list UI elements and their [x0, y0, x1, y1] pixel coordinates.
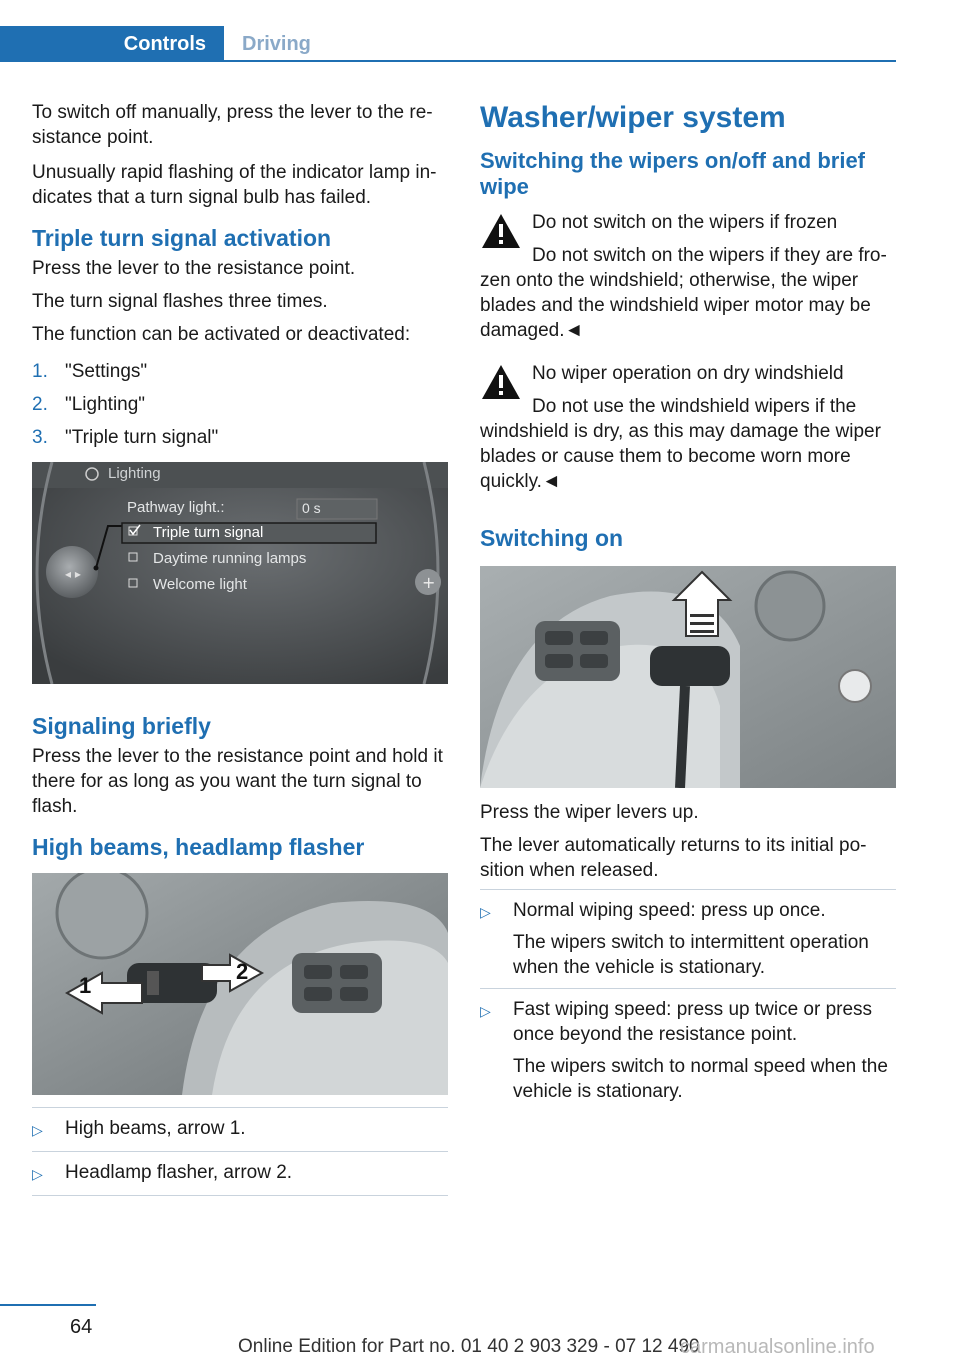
- header-divider: [224, 60, 896, 62]
- screen-title: Lighting: [108, 465, 161, 482]
- paragraph-triple-3: The function can be activated or deactivated:: [32, 324, 411, 345]
- warning-triangle-icon: [480, 363, 522, 401]
- bullet-triangle-icon: ▷: [32, 1166, 43, 1182]
- warning-triangle-icon: [480, 212, 522, 250]
- list-item: [32, 359, 448, 384]
- heading-high-beams: High beams, headlamp flasher: [32, 834, 365, 860]
- list-item-text: Normal wiping speed: press up once.: [513, 900, 826, 921]
- step-number: 2.: [32, 394, 48, 415]
- right-column: [480, 100, 896, 1112]
- step-text: "Settings": [65, 361, 148, 382]
- svg-text:+: +: [422, 573, 436, 592]
- tab-controls[interactable]: [0, 26, 224, 62]
- heading-washer-wiper: Washer/wiper system: [480, 101, 786, 134]
- left-column: [32, 100, 448, 1196]
- steps-list: [32, 359, 448, 450]
- high-beams-figure: [32, 873, 448, 1095]
- high-beams-list: [32, 1107, 448, 1196]
- page-number: 64: [70, 1316, 93, 1338]
- warning-frozen-text: Do not switch on the wipers if they are fro-: [532, 245, 887, 266]
- screen-option-triple: Triple turn signal: [153, 524, 264, 541]
- list-item: [32, 1152, 448, 1196]
- tab-controls-label: Controls: [123, 32, 206, 55]
- wiping-speed-list: [480, 889, 896, 1112]
- tab-driving-label: Driving: [242, 32, 311, 55]
- edition-text: Online Edition for Part no. 01 40 2 903 329 - 07 12 490: [238, 1336, 700, 1357]
- bullet-triangle-icon: ▷: [480, 1003, 491, 1019]
- warning-dry: [480, 361, 896, 419]
- paragraph-triple-1: Press the lever to the resistance point.: [32, 258, 356, 279]
- heading-triple-turn-signal: Triple turn signal activation: [32, 225, 332, 251]
- list-item: [480, 890, 896, 989]
- lighting-menu-figure: [32, 462, 448, 684]
- list-item: [32, 1108, 448, 1152]
- warning-frozen-title: Do not switch on the wipers if frozen: [532, 212, 838, 233]
- list-item: [480, 989, 896, 1112]
- paragraph-press-up: Press the wiper levers up.: [480, 802, 699, 823]
- subheading-wipers-on-off: Switching the wipers on/off and brief wipe: [480, 148, 866, 199]
- arrow-1-label: 1: [79, 973, 92, 998]
- step-text: "Triple turn signal": [65, 427, 219, 448]
- warning-frozen: [480, 210, 896, 268]
- warning-dry-text-cont: windshield is dry, as this may damage the wiper blades or cause them to become worn more quickly.◄: [480, 421, 881, 492]
- list-item-subtext: The wipers switch to normal speed when the vehicle is stationary.: [513, 1056, 888, 1102]
- list-item-text: Headlamp flasher, arrow 2.: [65, 1162, 293, 1183]
- paragraph-signaling: Press the lever to the resistance point and hold it there for as long as you want the turn signal to flash.: [32, 746, 443, 817]
- step-number: 3.: [32, 427, 48, 448]
- tab-driving[interactable]: [224, 26, 311, 62]
- list-item-text: High beams, arrow 1.: [65, 1118, 246, 1139]
- watermark: carmanualsonline.info: [680, 1336, 875, 1358]
- warning-dry-text: Do not use the windshield wipers if the: [532, 396, 857, 417]
- step-number: 1.: [32, 361, 48, 382]
- bullet-triangle-icon: ▷: [480, 904, 491, 920]
- footer-divider: [0, 1304, 96, 1306]
- svg-text:◂ ▸: ◂ ▸: [65, 567, 81, 581]
- screen-option-welcome: Welcome light: [153, 576, 247, 593]
- screen-pathway-label: Pathway light.:: [127, 499, 225, 516]
- warning-frozen-text-cont: zen onto the windshield; otherwise, the wiper blades and the windshield wiper motor may be damaged.◄: [480, 270, 871, 341]
- page-header: [0, 0, 960, 62]
- lighting-menu-screen: [32, 462, 448, 684]
- step-text: "Lighting": [65, 394, 146, 415]
- warning-dry-title: No wiper operation on dry windshield: [532, 363, 844, 384]
- heading-switching-on: Switching on: [480, 525, 624, 551]
- bullet-triangle-icon: ▷: [32, 1122, 43, 1138]
- heading-signaling-briefly: Signaling briefly: [32, 713, 211, 739]
- list-item: [32, 392, 448, 417]
- wiper-lever-illustration: [480, 566, 896, 788]
- screen-option-daytime: Daytime running lamps: [153, 550, 307, 567]
- list-item-subtext: The wipers switch to intermittent operation when the vehicle is stationary.: [513, 932, 869, 978]
- wiper-lever-figure: [480, 566, 896, 788]
- list-item: [32, 425, 448, 450]
- paragraph-triple-2: The turn signal flashes three times.: [32, 291, 328, 312]
- paragraph-switch-off: To switch off manually, press the lever to the re-sistance point.: [32, 102, 433, 148]
- paragraph-returns: The lever automatically returns to its initial po-sition when released.: [480, 835, 867, 881]
- screen-pathway-value: 0 s: [302, 500, 321, 516]
- list-item-text: Fast wiping speed: press up twice or press once beyond the resistance point.: [513, 999, 873, 1045]
- arrow-2-label: 2: [236, 959, 249, 984]
- paragraph-rapid-flashing: Unusually rapid flashing of the indicator lamp in-dicates that a turn signal bulb has failed.: [32, 162, 437, 208]
